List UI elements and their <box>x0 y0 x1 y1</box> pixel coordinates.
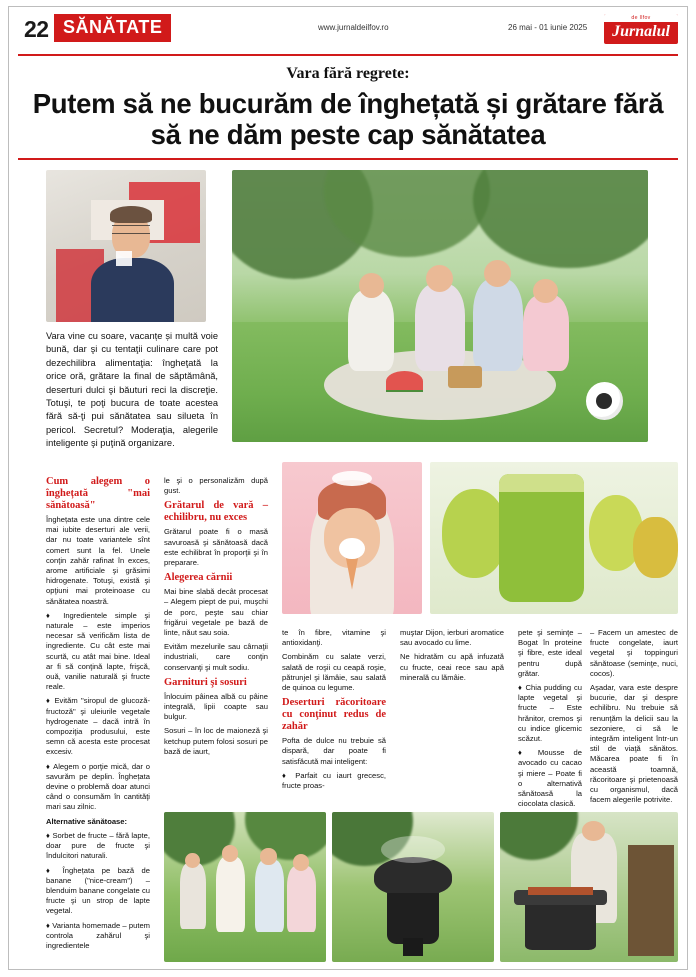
top-media-block <box>18 170 678 452</box>
column-heading: Deserturi răcoritoare cu conţinut redus de zahăr <box>282 697 386 733</box>
column-heading: Cum alegem o înghețată "mai sănătoasă" <box>46 476 150 511</box>
masthead <box>18 14 678 56</box>
paragraph: pete şi seminţe – Bogat în proteine şi fibre, este ideal pentru după grătar. <box>518 628 582 678</box>
paragraph: ♦ Varianta homemade – putem controla zahărul şi ingredientele <box>46 920 150 950</box>
paragraph: ♦ Sorbet de fructe – fără lapte, doar pure de fructe şi îndulcitori naturali. <box>46 830 150 861</box>
paragraph: ♦ Parfait cu iaurt grecesc, fructe proas- <box>282 770 386 791</box>
column-heading: Grătarul de vară – echilibru, nu exces <box>164 500 268 524</box>
newspaper-logo <box>604 14 678 44</box>
logo-top-text: de Ilfov <box>604 14 678 22</box>
divider-rule <box>18 158 678 160</box>
section-badge: SĂNĂTATE <box>54 14 171 42</box>
website-url[interactable]: www.jurnaldeilfov.ro <box>318 23 389 32</box>
paragraph: Aşadar, vara este despre bucurie, dar şi despre echilibru. Nu trebuie să renunţăm la delicii sau la sezoniere, ci să le integrăm inteligent într-un stil de viaţă sănătos. Măcarea poate fi în această toamnă, răcoritoare şi prietenoasă cu organismul, dacă facem alegerile potrivite. <box>590 683 678 805</box>
paragraph: ♦ Alegem o porţie mică, dar o savurăm pe deplin. Înghețata devine o problemă doar atunci când o consumăm în cantităţi mari sau zilnic. <box>46 761 150 812</box>
paragraph: te în fibre, vitamine şi antioxidanţi. <box>282 628 386 648</box>
column-heading: Alegerea cărnii <box>164 572 233 584</box>
icecream-woman-photo <box>282 462 422 614</box>
smoothie-photo <box>430 462 678 614</box>
middle-images-row <box>282 462 678 617</box>
column-heading: Garnituri şi sosuri <box>164 676 247 688</box>
paragraph: Grătarul poate fi o masă savuroasă şi sănătoasă dacă este echilibrat în proporţii şi în preparare. <box>164 527 268 568</box>
paragraph: Mai bine slabă decât procesat – Alegem piept de pui, muşchi de porc, peşte sau chiar frigărui vegetale pe bază de linte, năut sau soia. <box>164 587 268 638</box>
column-2 <box>164 476 268 761</box>
logo-main-text: Jurnalul <box>612 23 670 40</box>
bottom-images-row <box>164 812 678 962</box>
article-lead: Vara vine cu soare, vacanțe și multă voie bună, dar şi cu tentaţii culinare care pot dezechilibra alimentaţia: îngheţată la orice oră, grătare la final de săptămână, deserturi dulci şi băuturi reci la discreţie. Totuşi, te poţi bucura de toate acestea fără să-ţi pui sănătatea sau silueta în pericol. Secretul? Moderaţia, alegerile inteligente şi puţină organizare. <box>46 331 218 449</box>
page-title: Putem să ne bucurăm de înghețată și grătare fără să ne dăm peste cap sănătatea <box>32 88 664 150</box>
column-1 <box>46 476 150 955</box>
article-kicker: Vara fără regrete: <box>286 65 410 82</box>
paragraph: le şi o personalizăm după gust. <box>164 476 268 496</box>
portrait-photo <box>46 170 206 322</box>
paragraph: Înlocuim pâinea albă cu pâine integrală, lipii coapte sau bulgur. <box>164 691 268 722</box>
column-6 <box>590 628 678 809</box>
column-3 <box>282 628 386 795</box>
paragraph: Evităm mezelurile sau cârnaţii industriali, care conţin conservanţi şi mult sodiu. <box>164 642 268 672</box>
paragraph: – Facem un amestec de fructe congelate, iaurt vegetal şi toppinguri sănătoase (seminţe, nuci, cocos). <box>590 628 678 678</box>
paragraph: Sosuri – în loc de maioneză şi ketchup putem folosi sosuri pe bază de iaurt, <box>164 726 268 756</box>
paragraph: ♦ Evităm "siropul de glucoză-fructoză" şi uleiurile vegetale hydrogenate – dacă intră în compoziţia produsului, este semn că acesta este procesat excesiv. <box>46 696 150 757</box>
page-number: 22 <box>24 16 49 42</box>
bbq-grill-photo <box>332 812 494 962</box>
paragraph: Combinăm cu salate verzi, salată de roşii cu ceapă roşie, pătrunjel şi lămâie, sau salată de quinoa cu legume. <box>282 652 386 693</box>
paragraph: Pofta de dulce nu trebuie să dispară, dar poate fi satisfăcută mai inteligent: <box>282 736 386 766</box>
paragraph: ♦ Chia pudding cu lapte vegetal şi fructe – Este hrănitor, cremos şi cu indice glicemic scăzut. <box>518 683 582 744</box>
column-4 <box>400 628 504 687</box>
paragraph: ♦ Mousse de avocado cu cacao şi miere – Poate fi o alternativă sănătoasă la ciocolata clasică. <box>518 748 582 809</box>
bbq-family-photo <box>164 812 326 962</box>
picnic-photo <box>232 170 648 442</box>
paragraph: Ne hidratăm cu apă infuzată cu fructe, ceai rece sau apă minerală cu lămâie. <box>400 652 504 682</box>
bbq-man-photo <box>500 812 678 962</box>
paragraph: ♦ Înghețata pe bază de banane ("nice-cream") – blenduim banane congelate cu fructe şi un strop de lapte vegetal. <box>46 865 150 916</box>
paragraph: ♦ Ingredientele simple şi naturale – este imperios necesar să verificăm lista de ingrediente. Cu cât este mai scurtă, cu atât mai bine. Ideal ar fi să conţină lapte, frişcă, ouă, vanilie naturală şi fructe reale. <box>46 610 150 692</box>
paragraph: muştar Dijon, ierburi aromatice sau avocado cu lime. <box>400 628 504 648</box>
issue-date: 26 mai - 01 iunie 2025 <box>508 23 588 32</box>
subheading: Alternative sănătoase: <box>46 816 128 826</box>
paragraph: Înghețata este una dintre cele mai iubite deserturi ale verii, dar nu toate variantele sînt comert sunt la fel. Unele conţin zahăr rafinat în exces, arome artificiale şi grăsimi hidrogenate. Totuşi, există şi opţiuni mai proteinoase cu sănătatea noastră. <box>46 515 150 606</box>
